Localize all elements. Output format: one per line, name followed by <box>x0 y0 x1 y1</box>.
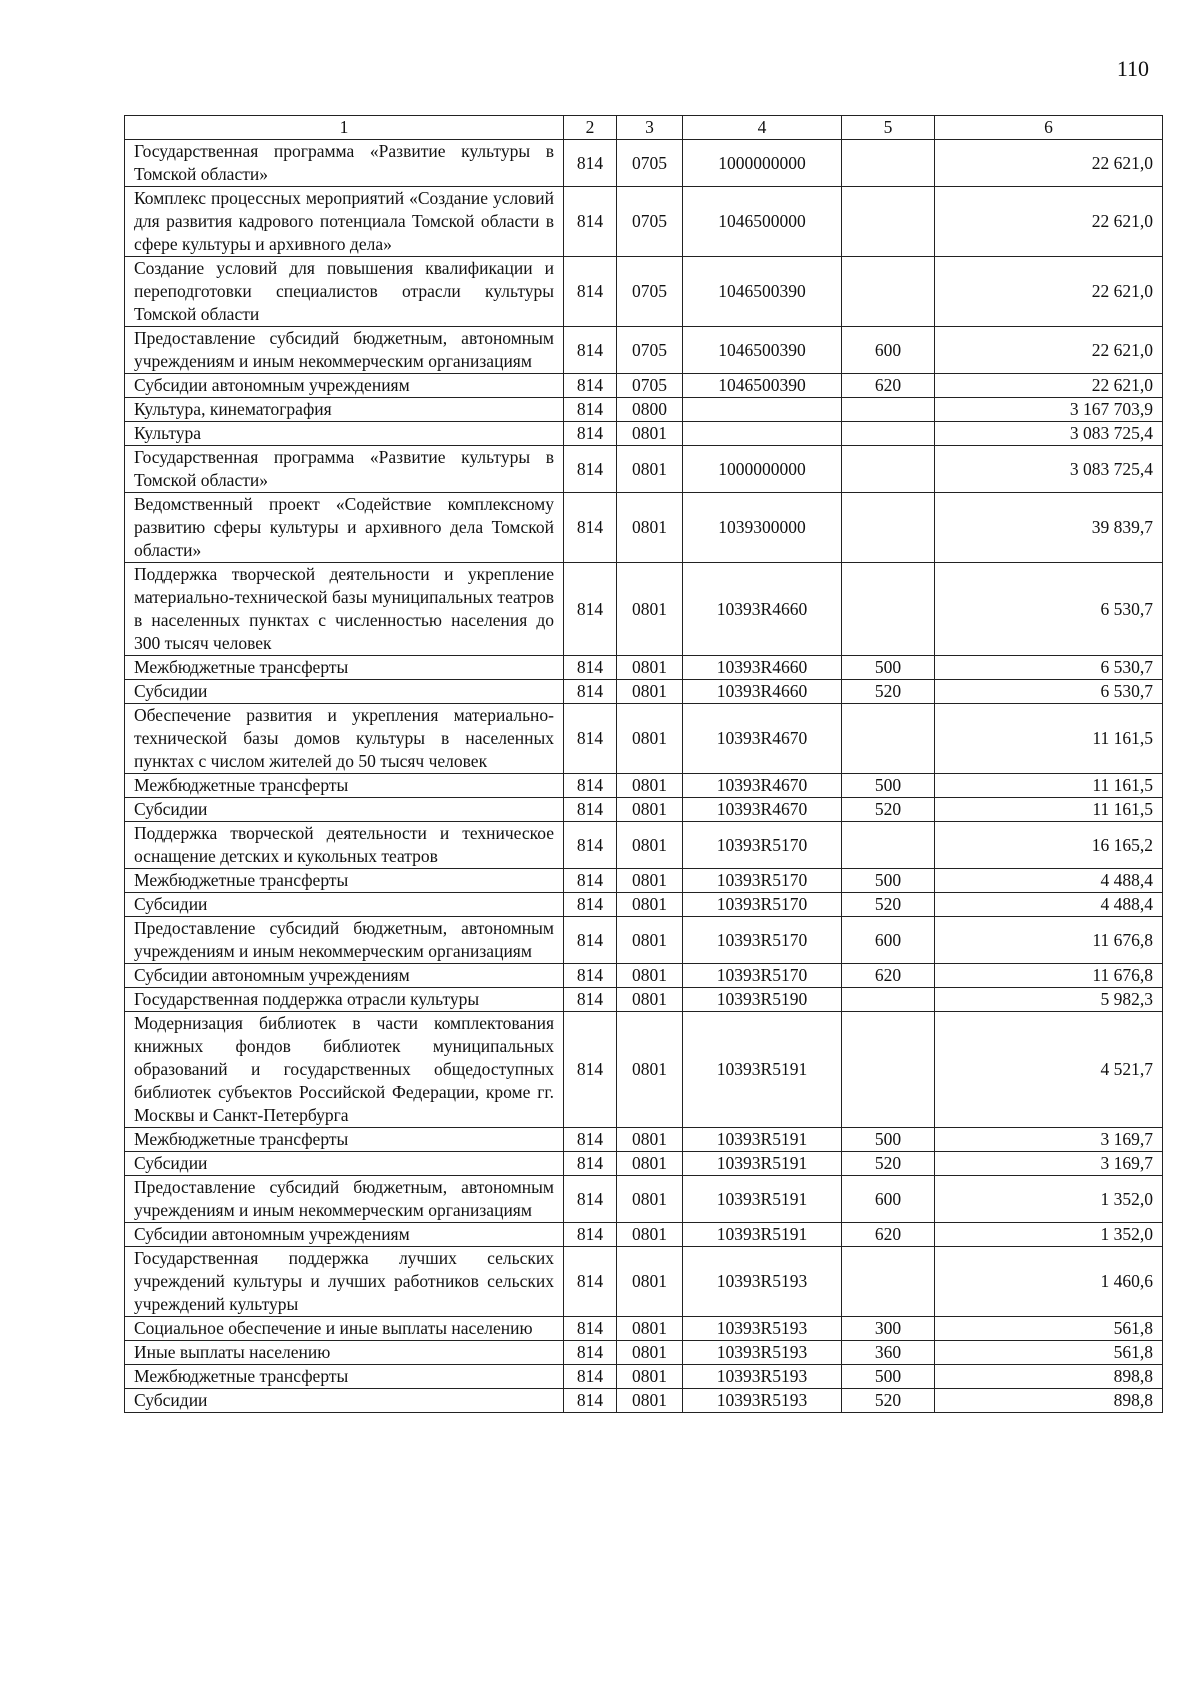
table-row <box>125 964 1163 988</box>
row-code-3-cell: 0801 <box>617 893 683 917</box>
row-name-cell: Субсидии <box>125 893 564 917</box>
row-amount-cell: 3 083 725,4 <box>935 422 1163 446</box>
row-code-2-cell: 814 <box>564 988 617 1012</box>
row-code-2-cell: 814 <box>564 1365 617 1389</box>
table-row <box>125 798 1163 822</box>
row-code-3-cell: 0801 <box>617 964 683 988</box>
table-row <box>125 1341 1163 1365</box>
row-amount-cell: 5 982,3 <box>935 988 1163 1012</box>
row-code-2-cell: 814 <box>564 187 617 257</box>
row-name-cell: Государственная поддержка лучших сельских учреждений культуры и лучших работников сельских учреждений культуры <box>125 1247 564 1317</box>
row-code-2-cell: 814 <box>564 493 617 563</box>
page-number: 110 <box>1116 56 1149 81</box>
row-code-5-cell <box>842 704 935 774</box>
table-row <box>125 1176 1163 1223</box>
table-row <box>125 563 1163 656</box>
row-code-5-cell <box>842 398 935 422</box>
row-code-3-cell: 0801 <box>617 422 683 446</box>
row-code-3-cell: 0801 <box>617 1176 683 1223</box>
row-code-2-cell: 814 <box>564 1152 617 1176</box>
row-code-5-cell: 500 <box>842 774 935 798</box>
column-header-5: 5 <box>842 116 935 140</box>
column-header-6: 6 <box>935 116 1163 140</box>
row-code-4-cell: 1000000000 <box>683 446 842 493</box>
row-code-4-cell: 10393R4660 <box>683 656 842 680</box>
row-code-4-cell: 1046500390 <box>683 327 842 374</box>
row-code-3-cell: 0801 <box>617 917 683 964</box>
row-code-2-cell: 814 <box>564 798 617 822</box>
row-code-4-cell: 10393R5193 <box>683 1341 842 1365</box>
table-row <box>125 493 1163 563</box>
row-code-2-cell: 814 <box>564 917 617 964</box>
row-code-4-cell: 10393R5191 <box>683 1176 842 1223</box>
row-name-cell: Субсидии <box>125 798 564 822</box>
table-row <box>125 446 1163 493</box>
row-amount-cell: 22 621,0 <box>935 257 1163 327</box>
row-code-2-cell: 814 <box>564 1128 617 1152</box>
row-name-cell: Межбюджетные трансферты <box>125 1365 564 1389</box>
row-code-4-cell <box>683 422 842 446</box>
row-code-4-cell: 10393R4670 <box>683 774 842 798</box>
row-name-cell: Иные выплаты населению <box>125 1341 564 1365</box>
row-code-2-cell: 814 <box>564 1223 617 1247</box>
row-code-5-cell: 600 <box>842 327 935 374</box>
row-amount-cell: 3 169,7 <box>935 1152 1163 1176</box>
row-code-4-cell: 10393R5170 <box>683 964 842 988</box>
row-code-4-cell: 1039300000 <box>683 493 842 563</box>
table-row <box>125 1012 1163 1128</box>
row-code-2-cell: 814 <box>564 1247 617 1317</box>
row-code-5-cell: 520 <box>842 680 935 704</box>
row-code-5-cell <box>842 257 935 327</box>
row-amount-cell: 561,8 <box>935 1317 1163 1341</box>
row-name-cell: Государственная программа «Развитие культуры в Томской области» <box>125 446 564 493</box>
row-name-cell: Государственная поддержка отрасли культуры <box>125 988 564 1012</box>
row-code-2-cell: 814 <box>564 257 617 327</box>
row-code-4-cell: 10393R5193 <box>683 1317 842 1341</box>
row-code-3-cell: 0801 <box>617 869 683 893</box>
row-amount-cell: 3 169,7 <box>935 1128 1163 1152</box>
table-row <box>125 869 1163 893</box>
table-row <box>125 680 1163 704</box>
row-code-4-cell <box>683 398 842 422</box>
row-code-5-cell <box>842 1247 935 1317</box>
row-name-cell: Создание условий для повышения квалификации и переподготовки специалистов отрасли культуры Томской области <box>125 257 564 327</box>
row-code-3-cell: 0801 <box>617 1365 683 1389</box>
row-name-cell: Субсидии автономным учреждениям <box>125 1223 564 1247</box>
row-code-4-cell: 10393R5193 <box>683 1365 842 1389</box>
row-amount-cell: 1 460,6 <box>935 1247 1163 1317</box>
row-amount-cell: 6 530,7 <box>935 563 1163 656</box>
table-row <box>125 187 1163 257</box>
row-code-5-cell: 520 <box>842 893 935 917</box>
row-amount-cell: 11 676,8 <box>935 964 1163 988</box>
column-header-4: 4 <box>683 116 842 140</box>
row-code-3-cell: 0801 <box>617 822 683 869</box>
row-code-3-cell: 0801 <box>617 656 683 680</box>
row-code-5-cell <box>842 446 935 493</box>
table-row <box>125 704 1163 774</box>
row-code-5-cell <box>842 988 935 1012</box>
row-code-5-cell: 520 <box>842 1152 935 1176</box>
row-code-4-cell: 10393R5170 <box>683 822 842 869</box>
row-code-4-cell: 10393R5191 <box>683 1223 842 1247</box>
row-code-3-cell: 0705 <box>617 374 683 398</box>
row-amount-cell: 6 530,7 <box>935 656 1163 680</box>
row-name-cell: Предоставление субсидий бюджетным, автономным учреждениям и иным некоммерческим организациям <box>125 917 564 964</box>
row-name-cell: Межбюджетные трансферты <box>125 774 564 798</box>
row-code-5-cell <box>842 187 935 257</box>
row-name-cell: Межбюджетные трансферты <box>125 869 564 893</box>
table-row <box>125 1389 1163 1413</box>
row-code-5-cell: 620 <box>842 964 935 988</box>
table-row <box>125 917 1163 964</box>
row-code-4-cell: 10393R5193 <box>683 1247 842 1317</box>
row-amount-cell: 11 676,8 <box>935 917 1163 964</box>
table-header <box>125 116 1163 140</box>
row-amount-cell: 4 521,7 <box>935 1012 1163 1128</box>
row-name-cell: Модернизация библиотек в части комплектования книжных фондов библиотек муниципальных образований и государственных общедоступных библиотек субъектов Российской Федерации, кроме гг. Москвы и Санкт-Петербурга <box>125 1012 564 1128</box>
row-name-cell: Обеспечение развития и укрепления материально-технической базы домов культуры в населенных пунктах с числом жителей до 50 тысяч человек <box>125 704 564 774</box>
row-amount-cell: 1 352,0 <box>935 1176 1163 1223</box>
row-code-2-cell: 814 <box>564 563 617 656</box>
row-code-3-cell: 0801 <box>617 988 683 1012</box>
row-code-5-cell: 500 <box>842 869 935 893</box>
row-amount-cell: 22 621,0 <box>935 374 1163 398</box>
row-code-2-cell: 814 <box>564 1317 617 1341</box>
row-code-4-cell: 10393R5191 <box>683 1152 842 1176</box>
row-amount-cell: 39 839,7 <box>935 493 1163 563</box>
row-name-cell: Поддержка творческой деятельности и укрепление материально-технической базы муниципальных театров в населенных пунктах с численностью населения до 300 тысяч человек <box>125 563 564 656</box>
row-code-2-cell: 814 <box>564 1341 617 1365</box>
row-amount-cell: 561,8 <box>935 1341 1163 1365</box>
row-amount-cell: 898,8 <box>935 1365 1163 1389</box>
row-code-3-cell: 0801 <box>617 563 683 656</box>
row-code-5-cell: 520 <box>842 1389 935 1413</box>
row-name-cell: Предоставление субсидий бюджетным, автономным учреждениям и иным некоммерческим организациям <box>125 1176 564 1223</box>
row-name-cell: Субсидии автономным учреждениям <box>125 374 564 398</box>
row-name-cell: Ведомственный проект «Содействие комплексному развитию сферы культуры и архивного дела Томской области» <box>125 493 564 563</box>
row-name-cell: Поддержка творческой деятельности и техническое оснащение детских и кукольных театров <box>125 822 564 869</box>
row-code-3-cell: 0705 <box>617 257 683 327</box>
row-amount-cell: 4 488,4 <box>935 869 1163 893</box>
table-row <box>125 988 1163 1012</box>
row-code-3-cell: 0801 <box>617 1389 683 1413</box>
row-code-5-cell: 520 <box>842 798 935 822</box>
row-code-3-cell: 0801 <box>617 1152 683 1176</box>
row-name-cell: Межбюджетные трансферты <box>125 656 564 680</box>
row-code-2-cell: 814 <box>564 680 617 704</box>
row-code-2-cell: 814 <box>564 822 617 869</box>
row-code-2-cell: 814 <box>564 774 617 798</box>
row-code-5-cell <box>842 822 935 869</box>
row-code-2-cell: 814 <box>564 893 617 917</box>
table-row <box>125 1317 1163 1341</box>
row-code-2-cell: 814 <box>564 869 617 893</box>
row-code-2-cell: 814 <box>564 374 617 398</box>
row-code-3-cell: 0801 <box>617 1317 683 1341</box>
row-code-3-cell: 0801 <box>617 446 683 493</box>
row-amount-cell: 1 352,0 <box>935 1223 1163 1247</box>
row-code-5-cell: 500 <box>842 1128 935 1152</box>
row-code-2-cell: 814 <box>564 422 617 446</box>
row-code-4-cell: 1046500000 <box>683 187 842 257</box>
row-code-4-cell: 10393R5170 <box>683 869 842 893</box>
row-name-cell: Субсидии <box>125 680 564 704</box>
row-name-cell: Культура, кинематография <box>125 398 564 422</box>
row-name-cell: Государственная программа «Развитие культуры в Томской области» <box>125 140 564 187</box>
row-code-3-cell: 0801 <box>617 1128 683 1152</box>
row-code-5-cell <box>842 563 935 656</box>
row-amount-cell: 4 488,4 <box>935 893 1163 917</box>
row-code-5-cell: 360 <box>842 1341 935 1365</box>
row-code-3-cell: 0705 <box>617 327 683 374</box>
row-amount-cell: 16 165,2 <box>935 822 1163 869</box>
table-row <box>125 656 1163 680</box>
row-code-4-cell: 10393R4670 <box>683 704 842 774</box>
table-row <box>125 1152 1163 1176</box>
row-code-3-cell: 0801 <box>617 704 683 774</box>
row-code-4-cell: 1000000000 <box>683 140 842 187</box>
row-code-4-cell: 10393R5191 <box>683 1012 842 1128</box>
row-code-3-cell: 0800 <box>617 398 683 422</box>
row-code-5-cell: 500 <box>842 1365 935 1389</box>
row-code-4-cell: 1046500390 <box>683 257 842 327</box>
table-row <box>125 1365 1163 1389</box>
row-code-4-cell: 10393R4660 <box>683 680 842 704</box>
row-code-2-cell: 814 <box>564 1176 617 1223</box>
row-code-2-cell: 814 <box>564 140 617 187</box>
table-row <box>125 398 1163 422</box>
row-code-2-cell: 814 <box>564 704 617 774</box>
row-code-3-cell: 0705 <box>617 187 683 257</box>
row-code-5-cell: 600 <box>842 917 935 964</box>
table-body <box>125 140 1163 1413</box>
row-amount-cell: 11 161,5 <box>935 798 1163 822</box>
table-row <box>125 1128 1163 1152</box>
row-amount-cell: 22 621,0 <box>935 187 1163 257</box>
column-header-1: 1 <box>125 116 564 140</box>
row-name-cell: Комплекс процессных мероприятий «Создание условий для развития кадрового потенциала Томской области в сфере культуры и архивного дела» <box>125 187 564 257</box>
row-amount-cell: 898,8 <box>935 1389 1163 1413</box>
row-code-4-cell: 10393R5193 <box>683 1389 842 1413</box>
row-code-3-cell: 0801 <box>617 493 683 563</box>
row-code-3-cell: 0801 <box>617 1223 683 1247</box>
row-code-3-cell: 0801 <box>617 774 683 798</box>
table-row <box>125 257 1163 327</box>
row-amount-cell: 22 621,0 <box>935 140 1163 187</box>
table-row <box>125 774 1163 798</box>
table-row <box>125 893 1163 917</box>
row-code-4-cell: 10393R5170 <box>683 893 842 917</box>
row-code-2-cell: 814 <box>564 1012 617 1128</box>
row-amount-cell: 11 161,5 <box>935 704 1163 774</box>
row-code-5-cell: 300 <box>842 1317 935 1341</box>
row-code-5-cell: 500 <box>842 656 935 680</box>
row-code-4-cell: 1046500390 <box>683 374 842 398</box>
row-code-2-cell: 814 <box>564 398 617 422</box>
row-code-2-cell: 814 <box>564 446 617 493</box>
row-code-5-cell: 620 <box>842 1223 935 1247</box>
row-code-4-cell: 10393R5170 <box>683 917 842 964</box>
budget-table <box>124 115 1163 1413</box>
row-name-cell: Социальное обеспечение и иные выплаты населению <box>125 1317 564 1341</box>
row-code-3-cell: 0801 <box>617 1012 683 1128</box>
row-code-5-cell <box>842 493 935 563</box>
row-name-cell: Субсидии автономным учреждениям <box>125 964 564 988</box>
row-code-3-cell: 0801 <box>617 1247 683 1317</box>
row-code-2-cell: 814 <box>564 327 617 374</box>
row-code-2-cell: 814 <box>564 1389 617 1413</box>
column-header-3: 3 <box>617 116 683 140</box>
row-amount-cell: 3 167 703,9 <box>935 398 1163 422</box>
row-name-cell: Субсидии <box>125 1152 564 1176</box>
row-code-5-cell: 600 <box>842 1176 935 1223</box>
row-code-2-cell: 814 <box>564 964 617 988</box>
row-code-4-cell: 10393R4660 <box>683 563 842 656</box>
row-amount-cell: 6 530,7 <box>935 680 1163 704</box>
row-code-4-cell: 10393R4670 <box>683 798 842 822</box>
table-row <box>125 822 1163 869</box>
row-code-3-cell: 0801 <box>617 680 683 704</box>
row-code-5-cell <box>842 422 935 446</box>
row-amount-cell: 11 161,5 <box>935 774 1163 798</box>
row-code-3-cell: 0705 <box>617 140 683 187</box>
row-amount-cell: 3 083 725,4 <box>935 446 1163 493</box>
row-name-cell: Субсидии <box>125 1389 564 1413</box>
row-name-cell: Межбюджетные трансферты <box>125 1128 564 1152</box>
table-row <box>125 374 1163 398</box>
header-row <box>125 116 1163 140</box>
table-row <box>125 1247 1163 1317</box>
row-name-cell: Культура <box>125 422 564 446</box>
row-code-4-cell: 10393R5191 <box>683 1128 842 1152</box>
row-name-cell: Предоставление субсидий бюджетным, автономным учреждениям и иным некоммерческим организациям <box>125 327 564 374</box>
row-code-5-cell <box>842 1012 935 1128</box>
table-row <box>125 327 1163 374</box>
column-header-2: 2 <box>564 116 617 140</box>
row-code-5-cell <box>842 140 935 187</box>
table-row <box>125 422 1163 446</box>
row-code-2-cell: 814 <box>564 656 617 680</box>
row-code-3-cell: 0801 <box>617 1341 683 1365</box>
table-row <box>125 1223 1163 1247</box>
row-code-3-cell: 0801 <box>617 798 683 822</box>
row-code-4-cell: 10393R5190 <box>683 988 842 1012</box>
table-row <box>125 140 1163 187</box>
row-amount-cell: 22 621,0 <box>935 327 1163 374</box>
row-code-5-cell: 620 <box>842 374 935 398</box>
